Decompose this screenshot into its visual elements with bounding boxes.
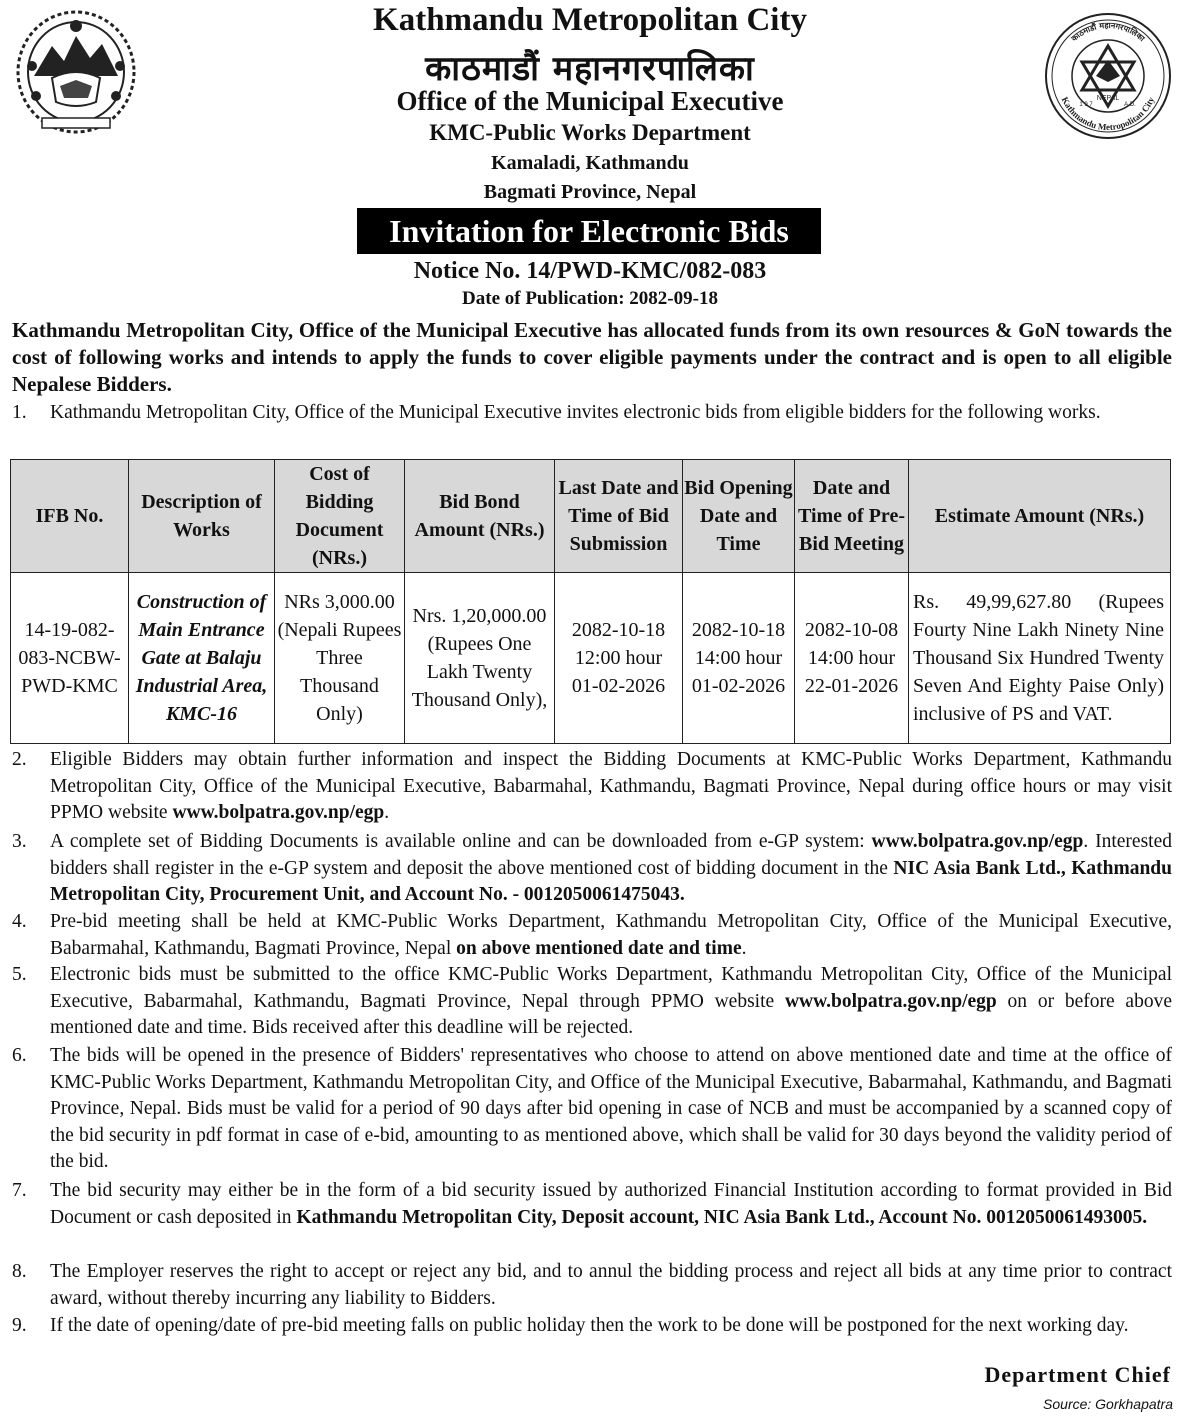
submission-date: 2082-10-18	[571, 619, 666, 641]
item-text: A complete set of Bidding Documents is available online and can be downloaded from e-GP system: www.bolpatra.gov.np/egp. Interested bidders shall register in the e-GP system and deposit the above mentioned cost of bidding document in the NIC Asia Bank Ltd., Kathmandu Metropolitan City, Procurement Unit, and Account No. - 0012050061475043.	[50, 831, 1172, 905]
column-header: Description of Works	[129, 460, 275, 573]
column-header: Bid Bond Amount (NRs.)	[405, 460, 555, 573]
work-description-cell: Construction of Main Entrance Gate at Balaju Industrial Area, KMC-16	[129, 573, 275, 744]
prebid-date: 2082-10-08	[804, 619, 899, 641]
prebid-ad-date: 22-01-2026	[804, 675, 899, 697]
document-cost-cell: NRs 3,000.00 (Nepali Rupees Three Thousand Only)	[275, 573, 405, 744]
opening-date: 2082-10-18	[691, 619, 786, 641]
list-item	[12, 747, 1172, 827]
opening-ad-date: 01-02-2026	[691, 675, 786, 697]
city-title: Kathmandu Metropolitan City	[373, 2, 807, 38]
item-text: Kathmandu Metropolitan City, Office of the Municipal Executive invites electronic bids from eligible bidders for the following works.	[50, 402, 1101, 423]
prebid-date-cell	[795, 573, 909, 744]
ifb-number-cell: 14-19-082-083-NCBW-PWD-KMC	[11, 573, 129, 744]
prebid-time: 14:00 hour	[807, 647, 896, 669]
list-item	[12, 1178, 1172, 1231]
bids-table	[10, 459, 1171, 744]
item-number: 1.	[12, 402, 27, 423]
column-header: Last Date and Time of Bid Submission	[555, 460, 683, 573]
column-header: IFB No.	[11, 460, 129, 573]
notice-banner: Invitation for Electronic Bids	[357, 208, 821, 254]
list-item	[12, 400, 1172, 427]
seal-est: A.D.	[1124, 102, 1136, 108]
item-number: 3.	[12, 831, 27, 852]
item-text: Electronic bids must be submitted to the office KMC-Public Works Department, Kathmandu Metropolitan City, Office of the Municipal Executive, Babarmahal, Kathmandu, Bagmati Province, Nepal through PPMO website www.bolpatra.gov.np/egp on or before above mentioned date and time. Bids received after this deadline will be rejected.	[50, 964, 1172, 1038]
column-header: Cost of Bidding Document (NRs.)	[275, 460, 405, 573]
address-line-1: Kamaladi, Kathmandu	[491, 152, 689, 174]
seal-sub: NEPAL	[1096, 95, 1120, 102]
estimate-amount-cell: Rs. 49,99,627.80 (Rupees Fourty Nine Lakh Ninety Nine Thousand Six Hundred Twenty Seven And Eighty Paise Only) inclusive of PS and VAT.	[909, 573, 1171, 744]
bank-account: Kathmandu Metropolitan City, Deposit account, NIC Asia Bank Ltd., Account No. 0012050061493005.	[296, 1206, 1148, 1228]
seal-top-text: काठमाडौं महानगरपालिका	[1069, 20, 1147, 44]
item-number: 8.	[12, 1261, 27, 1282]
column-header: Estimate Amount (NRs.)	[909, 460, 1171, 573]
item-text: If the date of opening/date of pre-bid meeting falls on public holiday then the work to be done will be postponed for the next working day.	[50, 1315, 1129, 1336]
website-link: www.bolpatra.gov.np/egp	[871, 831, 1084, 852]
source-credit: Source: Gorkhapatra	[1043, 1396, 1173, 1412]
website-link: www.bolpatra.gov.np/egp	[172, 802, 385, 823]
publication-date: Date of Publication: 2082-09-18	[462, 288, 718, 309]
opening-date-cell	[683, 573, 795, 744]
submission-ad-date: 01-02-2026	[571, 675, 666, 697]
website-link: www.bolpatra.gov.np/egp	[784, 990, 997, 1012]
opening-time: 14:00 hour	[694, 647, 783, 669]
submission-date-cell	[555, 573, 683, 744]
bid-bond-cell: Nrs. 1,20,000.00 (Rupees One Lakh Twenty Thousand Only),	[405, 573, 555, 744]
list-item	[12, 909, 1172, 962]
item-text: The bid security may either be in the form of a bid security issued by authorized Financial Institution according to format provided in Bid Document or cash deposited in Kathmandu Metropolitan City, Deposit account, NIC Asia Bank Ltd., Account No. 0012050061493005.	[50, 1180, 1172, 1228]
bank-account: NIC Asia Bank Ltd., Kathmandu Metropolitan City, Procurement Unit, and Account No. - 0012050061475043.	[50, 857, 1172, 905]
table-row	[11, 573, 1171, 744]
item-number: 6.	[12, 1045, 27, 1066]
submission-time: 12:00 hour	[574, 647, 663, 669]
item-number: 7.	[12, 1180, 27, 1201]
item-text: The bids will be opened in the presence of Bidders' representatives who choose to attend on above mentioned date and time at the office of KMC-Public Works Department, Kathmandu Metropolitan City, and Office of the Municipal Executive, Babarmahal, Kathmandu, and Bagmati Province, Nepal. Bids must be valid for a period of 90 days after bid opening in case of NCB and must be accompanied by a scanned copy of the bid security in pdf format in case of e-bid, amounting to as mentioned above, which shall be valid for 30 days beyond the validity period of the bid.	[50, 1045, 1172, 1172]
column-header: Date and Time of Pre-Bid Meeting	[795, 460, 909, 573]
seal-bottom-text: Kathmandu Metropolitan City	[1059, 95, 1157, 133]
intro-paragraph: Kathmandu Metropolitan City, Office of the Municipal Executive has allocated funds from its own resources & GoN towards the cost of following works and intends to apply the funds to cover eligible payments under the contract and is open to all eligible Nepalese Bidders.	[12, 318, 1172, 396]
office-title: Office of the Municipal Executive	[396, 86, 784, 116]
list-item	[12, 1313, 1172, 1340]
list-item	[12, 829, 1172, 909]
signature: Department Chief	[984, 1362, 1171, 1387]
item-text: Pre-bid meeting shall be held at KMC-Public Works Department, Kathmandu Metropolitan City, Office of the Municipal Executive, Babarmahal, Kathmandu, Bagmati Province, Nepal on above mentioned date and time.	[50, 911, 1172, 959]
column-header: Bid Opening Date and Time	[683, 460, 795, 573]
nepali-title: काठमाडौं महानगरपालिका	[425, 49, 755, 89]
list-item	[12, 1043, 1172, 1176]
item-number: 5.	[12, 964, 27, 985]
item-text: The Employer reserves the right to accept or reject any bid, and to annul the bidding process and reject all bids at any time prior to contract award, without thereby incurring any liability to Bidders.	[50, 1261, 1172, 1309]
item-text: Eligible Bidders may obtain further information and inspect the Bidding Documents at KMC-Public Works Department, Kathmandu Metropolitan City, Office of the Municipal Executive, Babarmahal, Kathmandu, Bagmati Province, Nepal during office hours or may visit PPMO website www.bolpatra.gov.np/egp.	[50, 749, 1172, 823]
list-item	[12, 962, 1172, 1042]
table-header-row	[11, 460, 1171, 573]
list-item	[12, 1259, 1172, 1312]
department-title: KMC-Public Works Department	[429, 120, 751, 145]
item-number: 9.	[12, 1315, 27, 1336]
nepal-emblem-icon	[12, 6, 140, 138]
item-number: 2.	[12, 749, 27, 770]
kmc-seal-icon	[1042, 10, 1174, 142]
notice-number: Notice No. 14/PWD-KMC/082-083	[413, 258, 767, 284]
seal-year: 1 9 7	[1079, 102, 1093, 108]
address-line-2: Bagmati Province, Nepal	[483, 181, 697, 203]
item-number: 4.	[12, 911, 27, 932]
